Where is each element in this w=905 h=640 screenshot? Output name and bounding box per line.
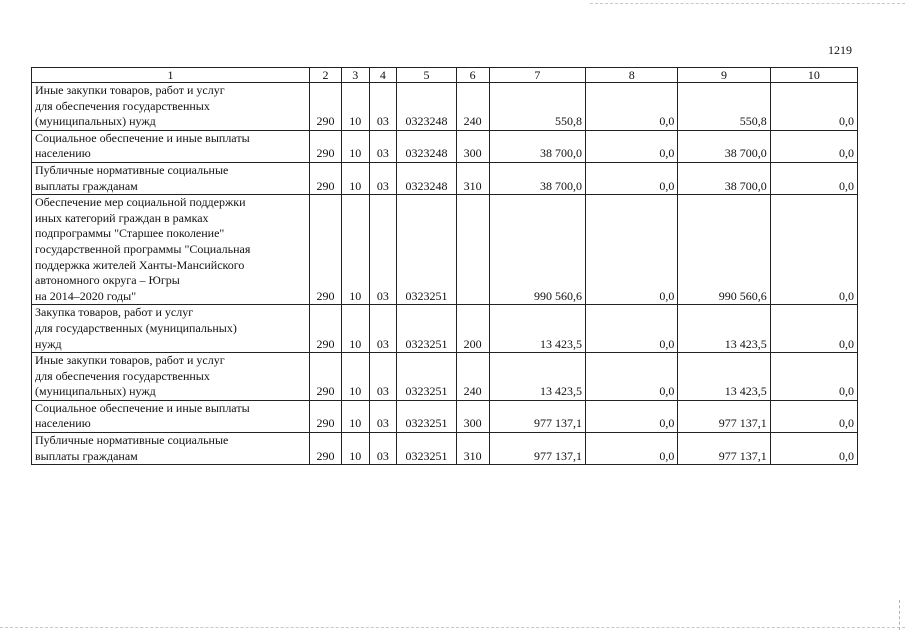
cell-amount-total: 38 700,0: [489, 130, 585, 162]
cell-amount-col10: 0,0: [770, 195, 857, 305]
cell-subsection-code: 03: [369, 305, 397, 353]
cell-ministry-code: 290: [310, 400, 342, 432]
cell-target-code: 0323251: [397, 353, 457, 401]
cell-amount-col8: 0,0: [586, 400, 678, 432]
row-name: Обеспечение мер социальной поддержки иных категорий граждан в рамках подпрограммы "Старшее поколение" государственной программы "Социальная поддержка жителей Ханты-Мансийского автономного округа – Югры на 2014–2020 годы": [32, 195, 310, 305]
cell-amount-col10: 0,0: [770, 305, 857, 353]
table-row: [32, 433, 858, 465]
cell-amount-col9: 977 137,1: [678, 400, 770, 432]
cell-amount-col10: 0,0: [770, 433, 857, 465]
column-header: 1: [32, 68, 310, 83]
cell-amount-col9: 977 137,1: [678, 433, 770, 465]
cell-ministry-code: 290: [310, 130, 342, 162]
column-header: 3: [341, 68, 369, 83]
scan-artifact-top: [590, 3, 905, 4]
row-name: Публичные нормативные социальные выплаты гражданам: [32, 162, 310, 194]
cell-target-code: 0323251: [397, 433, 457, 465]
cell-amount-total: 977 137,1: [489, 400, 585, 432]
table-row: [32, 83, 858, 131]
cell-amount-col9: 990 560,6: [678, 195, 770, 305]
cell-ministry-code: 290: [310, 162, 342, 194]
cell-target-code: 0323248: [397, 83, 457, 131]
cell-section-code: 10: [341, 433, 369, 465]
table-row: [32, 195, 858, 305]
cell-amount-total: 13 423,5: [489, 353, 585, 401]
cell-amount-col8: 0,0: [586, 353, 678, 401]
page-number: 1219: [828, 43, 852, 57]
cell-amount-col8: 0,0: [586, 195, 678, 305]
column-header: 4: [369, 68, 397, 83]
cell-ministry-code: 290: [310, 353, 342, 401]
cell-subsection-code: 03: [369, 433, 397, 465]
row-name: Закупка товаров, работ и услуг для государственных (муниципальных) нужд: [32, 305, 310, 353]
cell-expense-type: 310: [456, 162, 489, 194]
column-header: 10: [770, 68, 857, 83]
cell-section-code: 10: [341, 130, 369, 162]
cell-amount-col8: 0,0: [586, 305, 678, 353]
cell-expense-type: [456, 195, 489, 305]
cell-ministry-code: 290: [310, 305, 342, 353]
cell-amount-col10: 0,0: [770, 162, 857, 194]
cell-subsection-code: 03: [369, 400, 397, 432]
cell-amount-col8: 0,0: [586, 83, 678, 131]
scan-artifact-bottom: [0, 627, 905, 628]
cell-amount-col10: 0,0: [770, 83, 857, 131]
cell-section-code: 10: [341, 162, 369, 194]
cell-amount-col9: 38 700,0: [678, 130, 770, 162]
row-name: Иные закупки товаров, работ и услуг для обеспечения государственных (муниципальных) нужд: [32, 83, 310, 131]
cell-expense-type: 240: [456, 83, 489, 131]
cell-ministry-code: 290: [310, 433, 342, 465]
column-header: 7: [489, 68, 585, 83]
column-header: 8: [586, 68, 678, 83]
cell-amount-total: 977 137,1: [489, 433, 585, 465]
cell-section-code: 10: [341, 195, 369, 305]
cell-amount-col9: 13 423,5: [678, 305, 770, 353]
cell-expense-type: 300: [456, 130, 489, 162]
cell-target-code: 0323251: [397, 400, 457, 432]
cell-amount-col10: 0,0: [770, 130, 857, 162]
table-row: [32, 400, 858, 432]
column-header: 9: [678, 68, 770, 83]
column-header: 2: [310, 68, 342, 83]
table-header: [32, 68, 858, 83]
cell-target-code: 0323248: [397, 162, 457, 194]
cell-subsection-code: 03: [369, 195, 397, 305]
cell-subsection-code: 03: [369, 130, 397, 162]
table-row: [32, 353, 858, 401]
cell-section-code: 10: [341, 305, 369, 353]
cell-target-code: 0323251: [397, 305, 457, 353]
cell-amount-total: 990 560,6: [489, 195, 585, 305]
cell-target-code: 0323248: [397, 130, 457, 162]
cell-subsection-code: 03: [369, 353, 397, 401]
cell-ministry-code: 290: [310, 195, 342, 305]
column-header: 6: [456, 68, 489, 83]
row-name: Социальное обеспечение и иные выплаты населению: [32, 400, 310, 432]
cell-section-code: 10: [341, 353, 369, 401]
cell-subsection-code: 03: [369, 162, 397, 194]
cell-amount-col9: 13 423,5: [678, 353, 770, 401]
scan-artifact-edge: [899, 600, 900, 630]
cell-amount-total: 38 700,0: [489, 162, 585, 194]
table-row: [32, 130, 858, 162]
cell-expense-type: 310: [456, 433, 489, 465]
cell-target-code: 0323251: [397, 195, 457, 305]
column-header: 5: [397, 68, 457, 83]
cell-amount-col8: 0,0: [586, 130, 678, 162]
cell-subsection-code: 03: [369, 83, 397, 131]
cell-amount-col9: 550,8: [678, 83, 770, 131]
header-row: [32, 68, 858, 83]
row-name: Публичные нормативные социальные выплаты гражданам: [32, 433, 310, 465]
cell-amount-col8: 0,0: [586, 433, 678, 465]
cell-amount-col8: 0,0: [586, 162, 678, 194]
cell-section-code: 10: [341, 400, 369, 432]
row-name: Социальное обеспечение и иные выплаты населению: [32, 130, 310, 162]
cell-ministry-code: 290: [310, 83, 342, 131]
cell-section-code: 10: [341, 83, 369, 131]
cell-amount-total: 550,8: [489, 83, 585, 131]
cell-expense-type: 240: [456, 353, 489, 401]
table-body: [32, 83, 858, 465]
cell-expense-type: 200: [456, 305, 489, 353]
cell-amount-col10: 0,0: [770, 400, 857, 432]
cell-amount-total: 13 423,5: [489, 305, 585, 353]
table-row: [32, 305, 858, 353]
budget-table: [31, 67, 858, 465]
row-name: Иные закупки товаров, работ и услуг для обеспечения государственных (муниципальных) нужд: [32, 353, 310, 401]
cell-amount-col10: 0,0: [770, 353, 857, 401]
cell-amount-col9: 38 700,0: [678, 162, 770, 194]
cell-expense-type: 300: [456, 400, 489, 432]
table-row: [32, 162, 858, 194]
